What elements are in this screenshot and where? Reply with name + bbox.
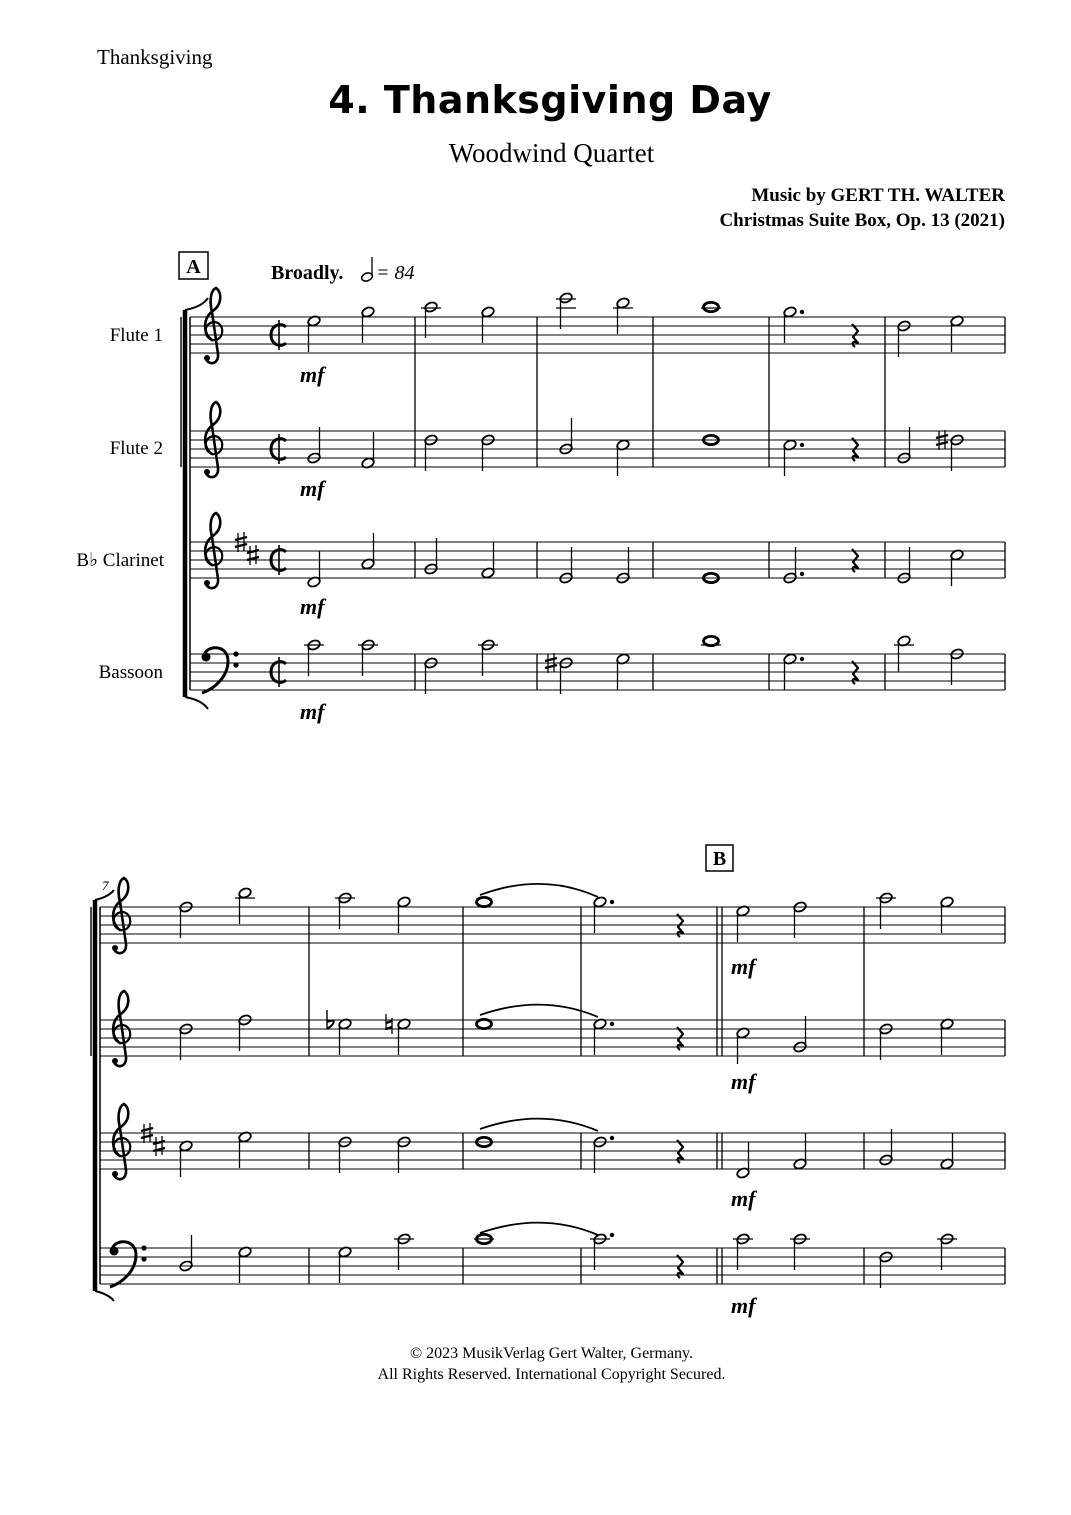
whole-note: [701, 302, 721, 311]
system-1-bracket: [181, 298, 208, 709]
half-note: [338, 1246, 352, 1283]
system-2-bracket: [91, 890, 114, 1301]
half-note: [238, 1131, 252, 1168]
treble-clef-icon: [204, 402, 222, 477]
half-note: [593, 896, 614, 933]
half-note: [793, 901, 807, 938]
half-note: [879, 1129, 893, 1166]
half-note: [897, 320, 911, 357]
tempo-half-note-icon: [361, 257, 374, 282]
rehearsal-mark-b: B: [712, 848, 727, 870]
tempo-text: Broadly.: [271, 262, 344, 284]
half-note: [940, 1133, 954, 1170]
dynamic-mf: mf: [300, 476, 325, 501]
half-note: [397, 896, 411, 933]
tempo-value: = 84: [376, 262, 415, 284]
half-note: [936, 430, 964, 471]
tie: [480, 1005, 598, 1017]
half-note: [616, 547, 630, 584]
half-note: [879, 1023, 893, 1060]
half-note: [783, 439, 804, 476]
copyright-line: © 2023 MusikVerlag Gert Walter, Germany.: [409, 1345, 694, 1362]
staff-lines-system-2: [100, 907, 1005, 1284]
half-note: [793, 1016, 807, 1053]
half-note: [421, 301, 441, 338]
half-note: [327, 1010, 352, 1055]
dynamic-mf: mf: [300, 362, 325, 387]
treble-clef-icon: [112, 1104, 130, 1179]
half-note: [235, 887, 255, 924]
half-note: [897, 547, 911, 584]
half-note: [950, 315, 964, 352]
barlines-system-1: [415, 317, 1005, 690]
half-note: [950, 648, 964, 685]
half-note: [616, 653, 630, 690]
rehearsal-mark-a: A: [186, 256, 201, 278]
half-note: [179, 901, 193, 938]
header-label: Thanksgiving: [97, 45, 213, 69]
whole-note: [474, 1234, 494, 1243]
half-note: [559, 418, 573, 455]
half-note: [897, 427, 911, 464]
half-note: [481, 306, 495, 343]
treble-clef-icon: [204, 513, 222, 588]
half-note: [879, 1251, 893, 1288]
instrument-label-bassoon: Bassoon: [98, 662, 163, 683]
page-title: 4. Thanksgiving Day: [328, 78, 772, 122]
instrument-label-flute-1: Flute 1: [109, 325, 163, 346]
half-note: [338, 1136, 352, 1173]
half-note: [361, 533, 375, 570]
measure-number: 7: [102, 878, 109, 893]
system-2: [91, 845, 1005, 1318]
half-note: [424, 538, 438, 575]
half-note: [876, 892, 896, 929]
whole-note: [701, 636, 721, 645]
half-note: [593, 1136, 614, 1173]
half-note: [616, 439, 630, 476]
half-note: [238, 1014, 252, 1051]
half-note: [940, 1018, 954, 1055]
dynamic-mf: mf: [300, 594, 325, 619]
half-note: [358, 639, 378, 676]
collection-line: Christmas Suite Box, Op. 13 (2021): [719, 210, 1005, 231]
half-note: [424, 657, 438, 694]
half-note: [733, 1233, 753, 1270]
half-note: [397, 1136, 411, 1173]
dynamic-mf: mf: [731, 1293, 756, 1318]
treble-clef-icon: [112, 991, 130, 1066]
half-note: [736, 1027, 750, 1064]
half-note: [394, 1233, 414, 1270]
half-note: [238, 1246, 252, 1283]
notes-system-2: [179, 887, 957, 1288]
dynamic-mf: mf: [300, 699, 325, 724]
instrument-label-flute-2: Flute 2: [109, 438, 163, 459]
half-note: [736, 1142, 750, 1179]
half-note: [481, 434, 495, 471]
half-note: [937, 1233, 957, 1270]
half-note: [307, 315, 321, 352]
rights-line: All Rights Reserved. International Copyright Secured.: [377, 1366, 726, 1383]
half-note: [335, 892, 355, 929]
notes-system-1: [304, 292, 964, 694]
half-note: [481, 542, 495, 579]
half-note: [424, 434, 438, 471]
page-subtitle: Woodwind Quartet: [448, 138, 655, 168]
half-note: [545, 653, 573, 694]
half-note: [736, 905, 750, 942]
tie: [480, 1223, 598, 1235]
whole-note: [477, 1019, 492, 1028]
tie: [480, 884, 598, 897]
half-note: [179, 1140, 193, 1177]
instrument-label-clarinet: B♭ Clarinet: [76, 550, 164, 571]
key-sharp-icon: [153, 1136, 165, 1156]
dynamic-mf: mf: [731, 1186, 756, 1211]
half-note: [940, 896, 954, 933]
dynamic-mf: mf: [731, 954, 756, 979]
treble-clef-icon: [112, 878, 130, 953]
half-note: [783, 653, 804, 690]
half-note: [950, 549, 964, 586]
system-1: [76, 252, 1005, 724]
dynamic-mf: mf: [731, 1069, 756, 1094]
half-note: [361, 306, 375, 343]
half-note: [304, 639, 324, 676]
half-note: [593, 1018, 614, 1055]
tie: [480, 1119, 598, 1131]
whole-note: [477, 897, 492, 906]
half-note: [307, 427, 321, 464]
half-note: [556, 292, 576, 329]
half-note: [790, 1233, 810, 1270]
half-note: [894, 635, 914, 672]
half-note: [783, 306, 804, 343]
barlines-system-2: [309, 907, 1005, 1284]
half-note: [179, 1023, 193, 1060]
half-note: [179, 1235, 193, 1272]
half-note: [478, 639, 498, 676]
half-note: [783, 547, 804, 584]
half-note: [590, 1233, 614, 1270]
half-note: [559, 547, 573, 584]
natural-icon: [386, 1014, 392, 1034]
key-sharp-icon: [247, 545, 259, 565]
half-note: [361, 432, 375, 469]
half-note: [613, 297, 633, 334]
half-note: [307, 551, 321, 588]
composer-line: Music by GERT TH. WALTER: [751, 185, 1005, 206]
half-note: [793, 1133, 807, 1170]
